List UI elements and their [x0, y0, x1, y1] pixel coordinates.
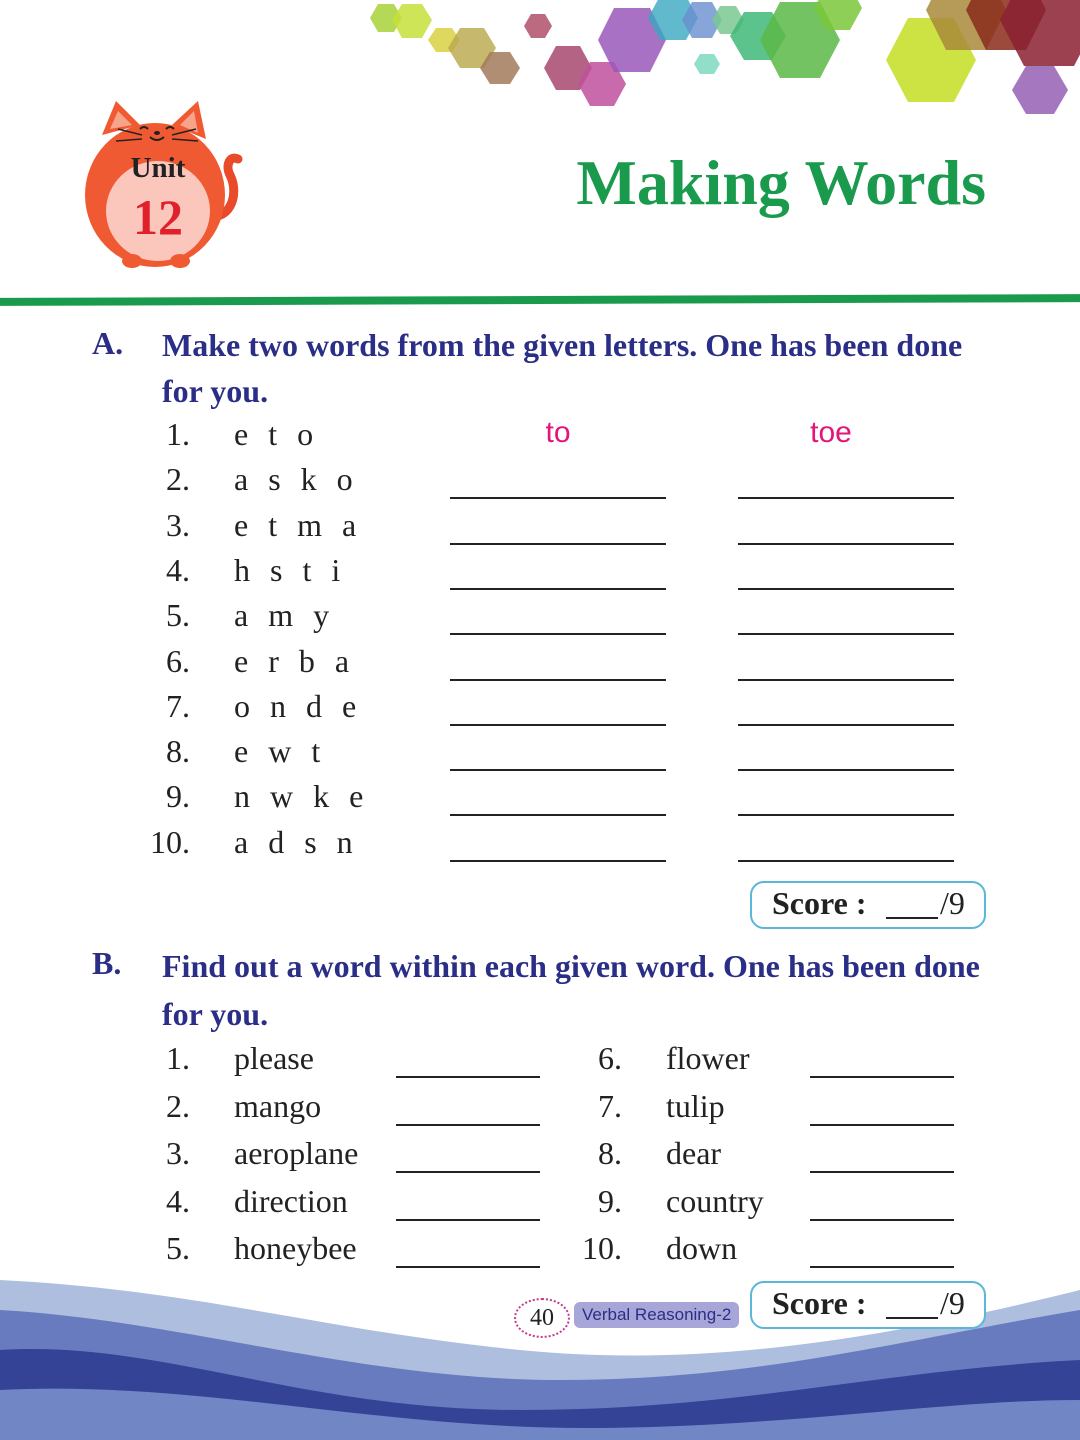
score-label: Score :	[772, 885, 867, 921]
section-a-item	[0, 507, 1080, 552]
answer-blank[interactable]	[810, 1124, 954, 1126]
item-number: 1.	[166, 1040, 190, 1076]
item-number: 2.	[166, 1087, 190, 1124]
item-number: 10.	[582, 1230, 622, 1266]
answer-blank[interactable]	[396, 1124, 540, 1126]
section-b-row	[0, 1040, 1080, 1085]
section-a-score-box	[750, 881, 986, 929]
item-number: 4.	[166, 1182, 190, 1219]
answer-2-blank[interactable]	[738, 497, 954, 499]
letter-set: n w k e	[234, 778, 370, 815]
title-divider	[0, 294, 1080, 306]
answer-1-blank[interactable]	[450, 497, 666, 499]
page-number: 40	[514, 1298, 570, 1338]
section-b-row	[0, 1088, 1080, 1133]
item-number: 5.	[166, 1230, 190, 1266]
answer-2-blank[interactable]	[738, 679, 954, 681]
given-word: direction	[234, 1182, 348, 1219]
section-a-item	[0, 597, 1080, 642]
unit-label: Unit	[130, 152, 186, 184]
item-number: 7.	[166, 687, 190, 724]
answer-1-blank[interactable]	[450, 814, 666, 816]
item-number: 9.	[166, 778, 190, 815]
answer-2-blank[interactable]	[738, 543, 954, 545]
answer-blank[interactable]	[396, 1266, 540, 1268]
letter-set: e t o	[234, 416, 320, 452]
item-number: 3.	[166, 506, 190, 543]
score-total: /9	[940, 1285, 965, 1321]
answer-blank[interactable]	[810, 1171, 954, 1173]
score-blank[interactable]	[886, 1317, 938, 1319]
given-word: aeroplane	[234, 1135, 359, 1171]
answer-blank[interactable]	[396, 1171, 540, 1173]
section-b-row	[0, 1183, 1080, 1228]
item-number: 3.	[166, 1135, 190, 1171]
answer-2-blank[interactable]	[738, 860, 954, 862]
section-a-instruction: Make two words from the given letters. One has been done for you.	[162, 327, 963, 409]
letter-set: a s k o	[234, 461, 359, 498]
answer-1-blank[interactable]	[450, 679, 666, 681]
section-b-row	[0, 1135, 1080, 1180]
letter-set: a d s n	[234, 823, 359, 860]
answer-blank[interactable]	[810, 1219, 954, 1221]
answer-1-blank[interactable]	[450, 633, 666, 635]
page-title: Making Words	[576, 147, 986, 218]
answer-1-blank[interactable]	[450, 724, 666, 726]
given-word: mango	[234, 1087, 322, 1124]
example-answer-2: toe	[810, 416, 852, 449]
score-blank[interactable]	[886, 917, 938, 919]
answer-1-blank[interactable]	[450, 588, 666, 590]
answer-1-blank[interactable]	[450, 860, 666, 862]
answer-blank[interactable]	[396, 1219, 540, 1221]
item-number: 8.	[166, 733, 190, 770]
item-number: 7.	[598, 1087, 622, 1124]
cat-mascot-icon	[80, 95, 250, 275]
item-number: 6.	[598, 1040, 622, 1076]
section-b-score-box	[750, 1281, 986, 1329]
answer-2-blank[interactable]	[738, 633, 954, 635]
answer-blank[interactable]	[810, 1266, 954, 1268]
letter-set: h s t i	[234, 551, 347, 588]
section-a-item	[0, 643, 1080, 688]
section-b-letter: B.	[92, 945, 122, 981]
given-word: down	[666, 1230, 738, 1266]
letter-set: o n d e	[234, 687, 363, 724]
section-a-item	[0, 688, 1080, 733]
section-b-row	[0, 1230, 1080, 1275]
item-number: 6.	[166, 642, 190, 679]
section-a-item	[0, 824, 1080, 869]
given-word: flower	[666, 1040, 750, 1076]
letter-set: e r b a	[234, 642, 356, 679]
item-number: 5.	[166, 597, 190, 634]
item-number: 8.	[598, 1135, 622, 1171]
given-word: please	[234, 1040, 314, 1076]
given-word: dear	[666, 1135, 722, 1171]
unit-number: 12	[133, 189, 183, 245]
item-number: 4.	[166, 551, 190, 588]
section-a-item	[0, 778, 1080, 823]
letter-set: a m y	[234, 597, 336, 634]
section-a-letter: A.	[92, 325, 124, 361]
section-a-item	[0, 416, 1080, 461]
answer-blank[interactable]	[810, 1076, 954, 1078]
given-word: country	[666, 1182, 764, 1219]
example-answer-1: to	[545, 416, 571, 449]
score-total: /9	[940, 885, 965, 921]
answer-2-blank[interactable]	[738, 588, 954, 590]
answer-1-blank[interactable]	[450, 543, 666, 545]
item-number: 1.	[166, 416, 190, 452]
given-word: honeybee	[234, 1230, 357, 1266]
item-number: 2.	[166, 461, 190, 498]
letter-set: e w t	[234, 733, 327, 770]
book-title-badge: Verbal Reasoning-2	[574, 1302, 739, 1328]
score-label: Score :	[772, 1285, 867, 1321]
section-a-item	[0, 461, 1080, 506]
item-number: 9.	[598, 1182, 622, 1219]
section-b-instruction: Find out a word within each given word. One has been done for you.	[162, 948, 980, 1032]
answer-2-blank[interactable]	[738, 769, 954, 771]
section-a-item	[0, 733, 1080, 778]
answer-1-blank[interactable]	[450, 769, 666, 771]
item-number: 10.	[150, 823, 190, 860]
section-a-item	[0, 552, 1080, 597]
given-word: tulip	[666, 1087, 725, 1124]
answer-2-blank[interactable]	[738, 724, 954, 726]
answer-2-blank[interactable]	[738, 814, 954, 816]
letter-set: e t m a	[234, 506, 363, 543]
answer-blank[interactable]	[396, 1076, 540, 1078]
